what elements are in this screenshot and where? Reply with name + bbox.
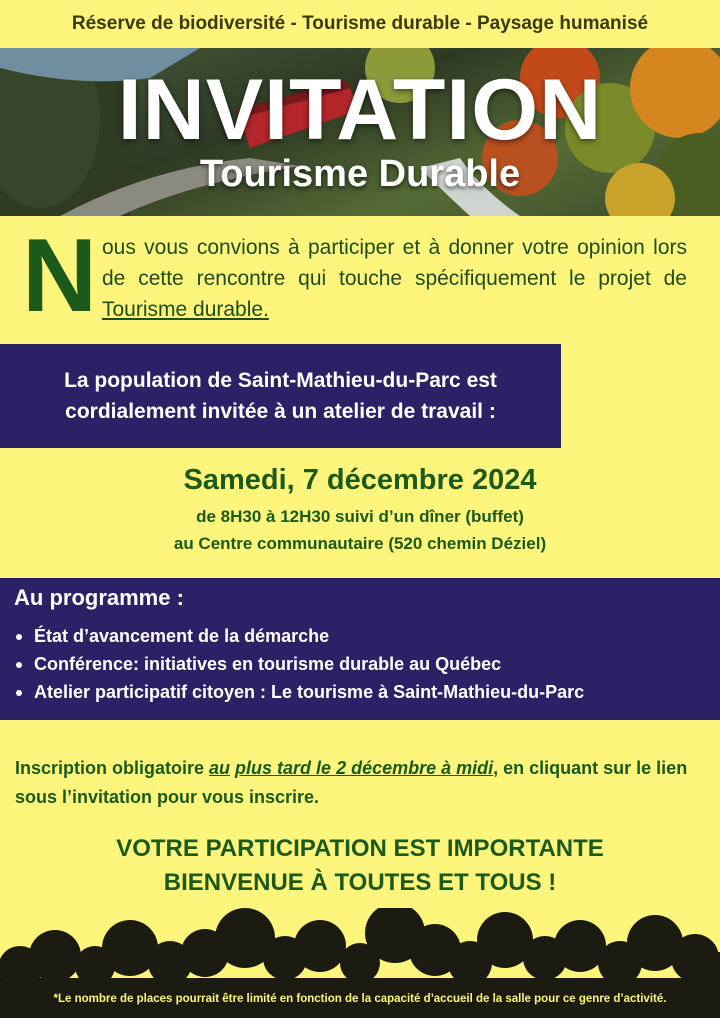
- invitation-banner: [0, 344, 561, 448]
- drop-cap: N: [22, 218, 98, 334]
- footnote: *Le nombre de places pourrait être limité en fonction de la capacité d’accueil de la salle pour ce genre d’activité.: [53, 993, 667, 1005]
- program-item: Conférence: initiatives en tourisme durable au Québec: [14, 650, 706, 678]
- closing-line-1: VOTRE PARTICIPATION EST IMPORTANTE: [116, 835, 604, 862]
- hero-photo: [0, 48, 720, 216]
- invitation-line-2: cordialement invitée à un atelier de travail :: [65, 400, 496, 423]
- event-date: Samedi, 7 décembre 2024: [183, 464, 537, 496]
- program-item: Atelier participatif citoyen : Le tourisme à Saint-Mathieu-du-Parc: [14, 678, 706, 706]
- closing-line-2: BIENVENUE À TOUTES ET TOUS !: [163, 869, 557, 896]
- registration-text: [15, 754, 715, 812]
- event-time: de 8H30 à 12H30 suivi d’un dîner (buffet): [196, 507, 524, 526]
- intro-text-body: ous vous convions à participer et à donner votre opinion lors de cette rencontre qui touche spécifiquement le projet de: [102, 236, 687, 290]
- program-title: Au programme :: [14, 585, 184, 610]
- intro-paragraph: [22, 218, 687, 334]
- tourisme-durable-link[interactable]: Tourisme durable.: [102, 298, 269, 321]
- invitation-line-1: La population de Saint-Mathieu-du-Parc est: [64, 369, 497, 392]
- registration-deadline: plus tard le 2 décembre à midi: [235, 758, 494, 778]
- hero-title: INVITATION: [117, 62, 603, 158]
- closing-message: [0, 832, 720, 900]
- program-list: [14, 622, 706, 706]
- registration-intro: Inscription obligatoire: [15, 758, 210, 778]
- hero-subtitle: Tourisme Durable: [199, 153, 521, 195]
- intro-text: [102, 232, 687, 325]
- registration-instructions: , en cliquant sur le lien sous l’invitation pour vous inscrire.: [15, 758, 688, 807]
- tagline: Réserve de biodiversité - Tourisme durable - Paysage humanisé: [71, 13, 649, 34]
- registration-deadline-au: au: [209, 758, 231, 778]
- program-box: [0, 578, 720, 720]
- program-item: État d’avancement de la démarche: [14, 622, 706, 650]
- event-place: au Centre communautaire (520 chemin Déziel): [173, 534, 547, 553]
